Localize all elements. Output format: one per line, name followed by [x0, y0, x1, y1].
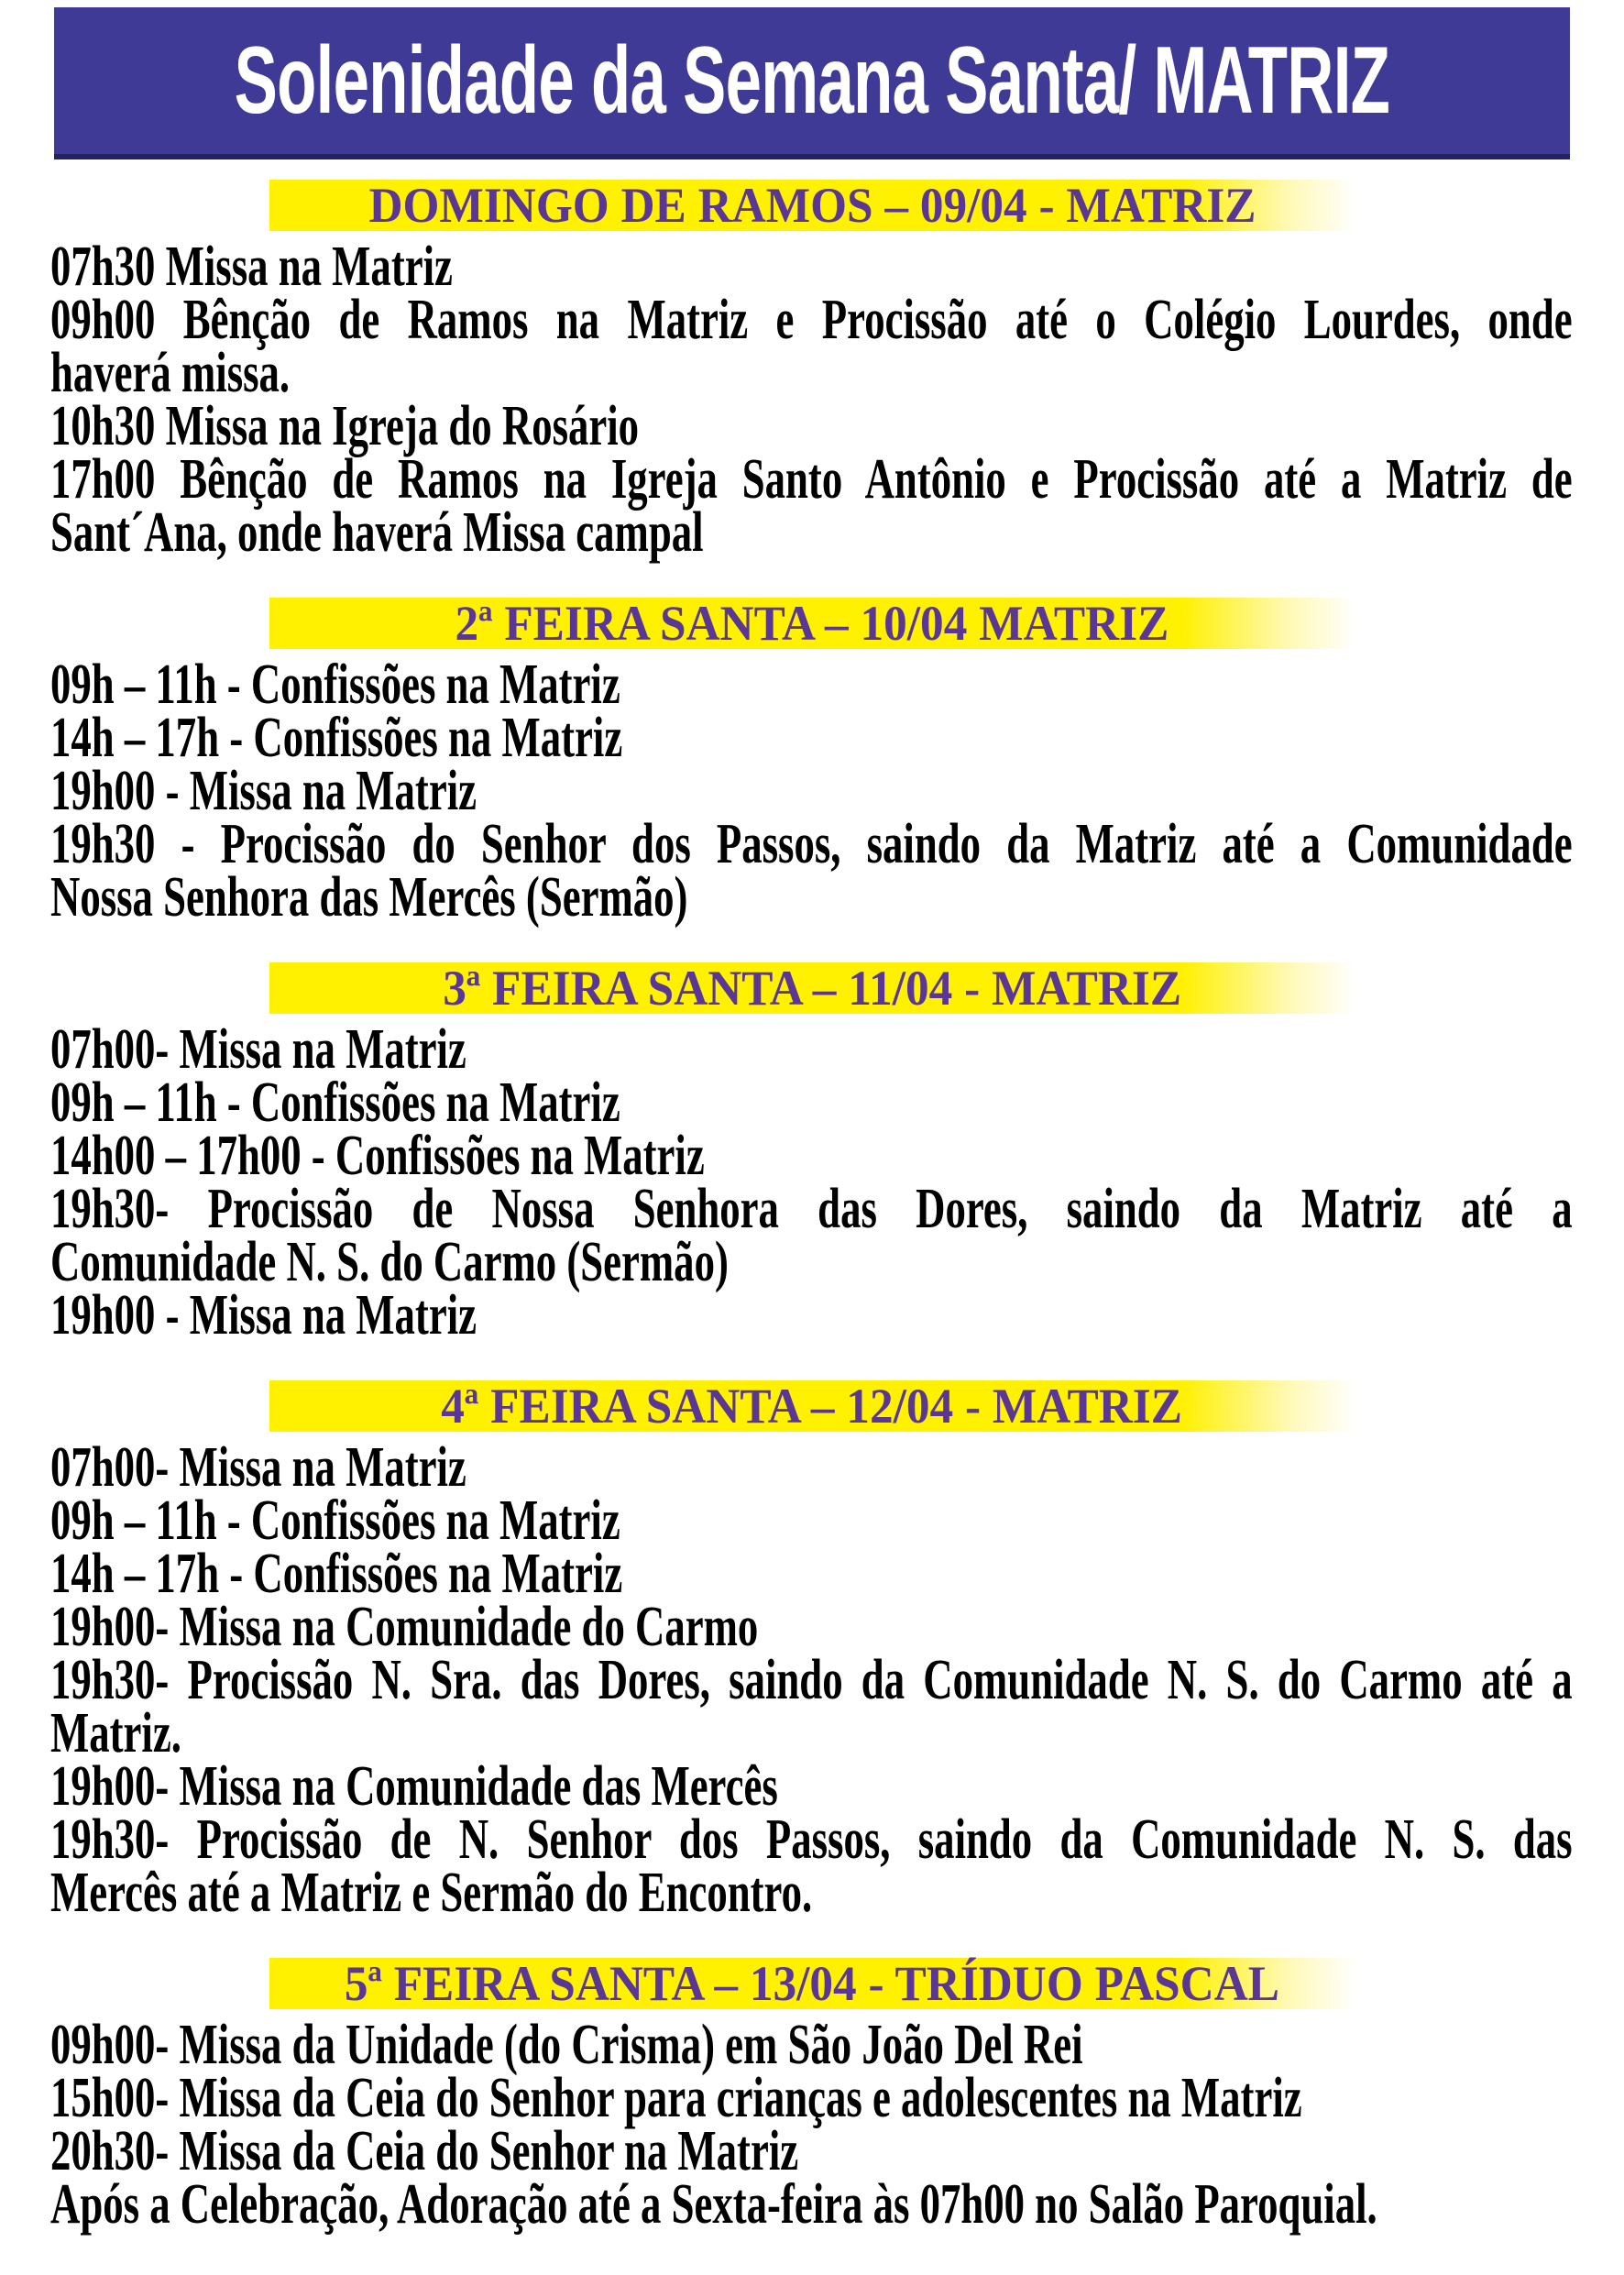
- schedule-line: 09h – 11h - Confissões na Matriz: [50, 654, 620, 716]
- schedule-line: Nossa Senhora das Mercês (Sermão): [50, 866, 688, 929]
- section-schedule: [50, 654, 1573, 929]
- schedule-line: 19h30 - Procissão do Senhor dos Passos, saindo da Matriz até a Comunidade: [50, 813, 1573, 875]
- section-header-band: [269, 180, 1355, 231]
- schedule-line: 14h – 17h - Confissões na Matriz: [50, 1543, 623, 1605]
- schedule-line: 09h – 11h - Confissões na Matriz: [50, 1489, 620, 1552]
- schedule-line: 07h00- Missa na Matriz: [50, 1018, 466, 1081]
- schedule-line: Comunidade N. S. do Carmo (Sermão): [50, 1231, 729, 1293]
- schedule-line: 19h00 - Missa na Matriz: [50, 760, 477, 822]
- section-header-band: [269, 1958, 1355, 2009]
- section-schedule: [50, 1436, 1573, 1924]
- schedule-line: 09h – 11h - Confissões na Matriz: [50, 1072, 620, 1134]
- page-title: Solenidade da Semana Santa/ MATRIZ: [234, 27, 1390, 134]
- schedule-line: 19h30- Procissão de Nossa Senhora das Dores, saindo da Matriz até a: [50, 1178, 1573, 1240]
- section-schedule: [50, 1018, 1573, 1346]
- section-4a-feira-santa: [0, 1379, 1624, 1924]
- schedule-line: 19h00 - Missa na Matriz: [50, 1284, 477, 1346]
- schedule-line: 19h00- Missa na Comunidade do Carmo: [50, 1596, 759, 1658]
- section-header-band: [269, 1380, 1355, 1432]
- section-domingo-de-ramos: [0, 178, 1624, 564]
- section-schedule: [50, 2014, 1573, 2236]
- schedule-line: 14h00 – 17h00 - Confissões na Matriz: [50, 1125, 705, 1187]
- schedule-line: Mercês até a Matriz e Sermão do Encontro.: [50, 1862, 813, 1924]
- schedule-line: 19h00- Missa na Comunidade das Mercês: [50, 1755, 778, 1818]
- section-3a-feira-santa: [0, 961, 1624, 1346]
- section-2a-feira-santa: [0, 596, 1624, 929]
- schedule-line: 09h00 Bênção de Ramos na Matriz e Procissão até o Colégio Lourdes, onde: [50, 289, 1573, 351]
- section-header: 3ª FEIRA SANTA – 11/04 - MATRIZ: [443, 961, 1181, 1016]
- schedule-line: 07h00- Missa na Matriz: [50, 1436, 466, 1499]
- section-header-band: [269, 962, 1355, 1014]
- section-header: 2ª FEIRA SANTA – 10/04 MATRIZ: [455, 596, 1169, 651]
- section-header: DOMINGO DE RAMOS – 09/04 - MATRIZ: [368, 178, 1256, 233]
- schedule-line: Matriz.: [50, 1702, 181, 1764]
- title-banner: [54, 7, 1570, 159]
- schedule-line: 10h30 Missa na Igreja do Rosário: [50, 395, 640, 457]
- holy-week-flyer: [0, 7, 1624, 2275]
- schedule-line: haverá missa.: [50, 342, 291, 404]
- section-header: 5ª FEIRA SANTA – 13/04 - TRÍDUO PASCAL: [344, 1956, 1280, 2011]
- schedule-line: Após a Celebração, Adoração até a Sexta-feira às 07h00 no Salão Paroquial.: [50, 2173, 1377, 2236]
- schedule-line: 07h30 Missa na Matriz: [50, 236, 453, 298]
- schedule-line: 19h30- Procissão N. Sra. das Dores, saindo da Comunidade N. S. do Carmo até a: [50, 1649, 1573, 1711]
- section-header: 4ª FEIRA SANTA – 12/04 - MATRIZ: [441, 1379, 1183, 1434]
- schedule-line: 19h30- Procissão de N. Senhor dos Passos, saindo da Comunidade N. S. das: [50, 1808, 1573, 1871]
- section-5a-feira-santa: [0, 1956, 1624, 2236]
- schedule-line: 15h00- Missa da Ceia do Senhor para crianças e adolescentes na Matriz: [50, 2067, 1302, 2129]
- schedule-line: Sant´Ana, onde haverá Missa campal: [50, 501, 704, 564]
- section-header-band: [269, 598, 1355, 649]
- schedule-line: 20h30- Missa da Ceia do Senhor na Matriz: [50, 2120, 799, 2182]
- schedule-line: 17h00 Bênção de Ramos na Igreja Santo Antônio e Procissão até a Matriz de: [50, 448, 1573, 511]
- schedule-line: 14h – 17h - Confissões na Matriz: [50, 707, 623, 769]
- schedule-line: 09h00- Missa da Unidade (do Crisma) em São João Del Rei: [50, 2014, 1083, 2076]
- section-schedule: [50, 236, 1573, 564]
